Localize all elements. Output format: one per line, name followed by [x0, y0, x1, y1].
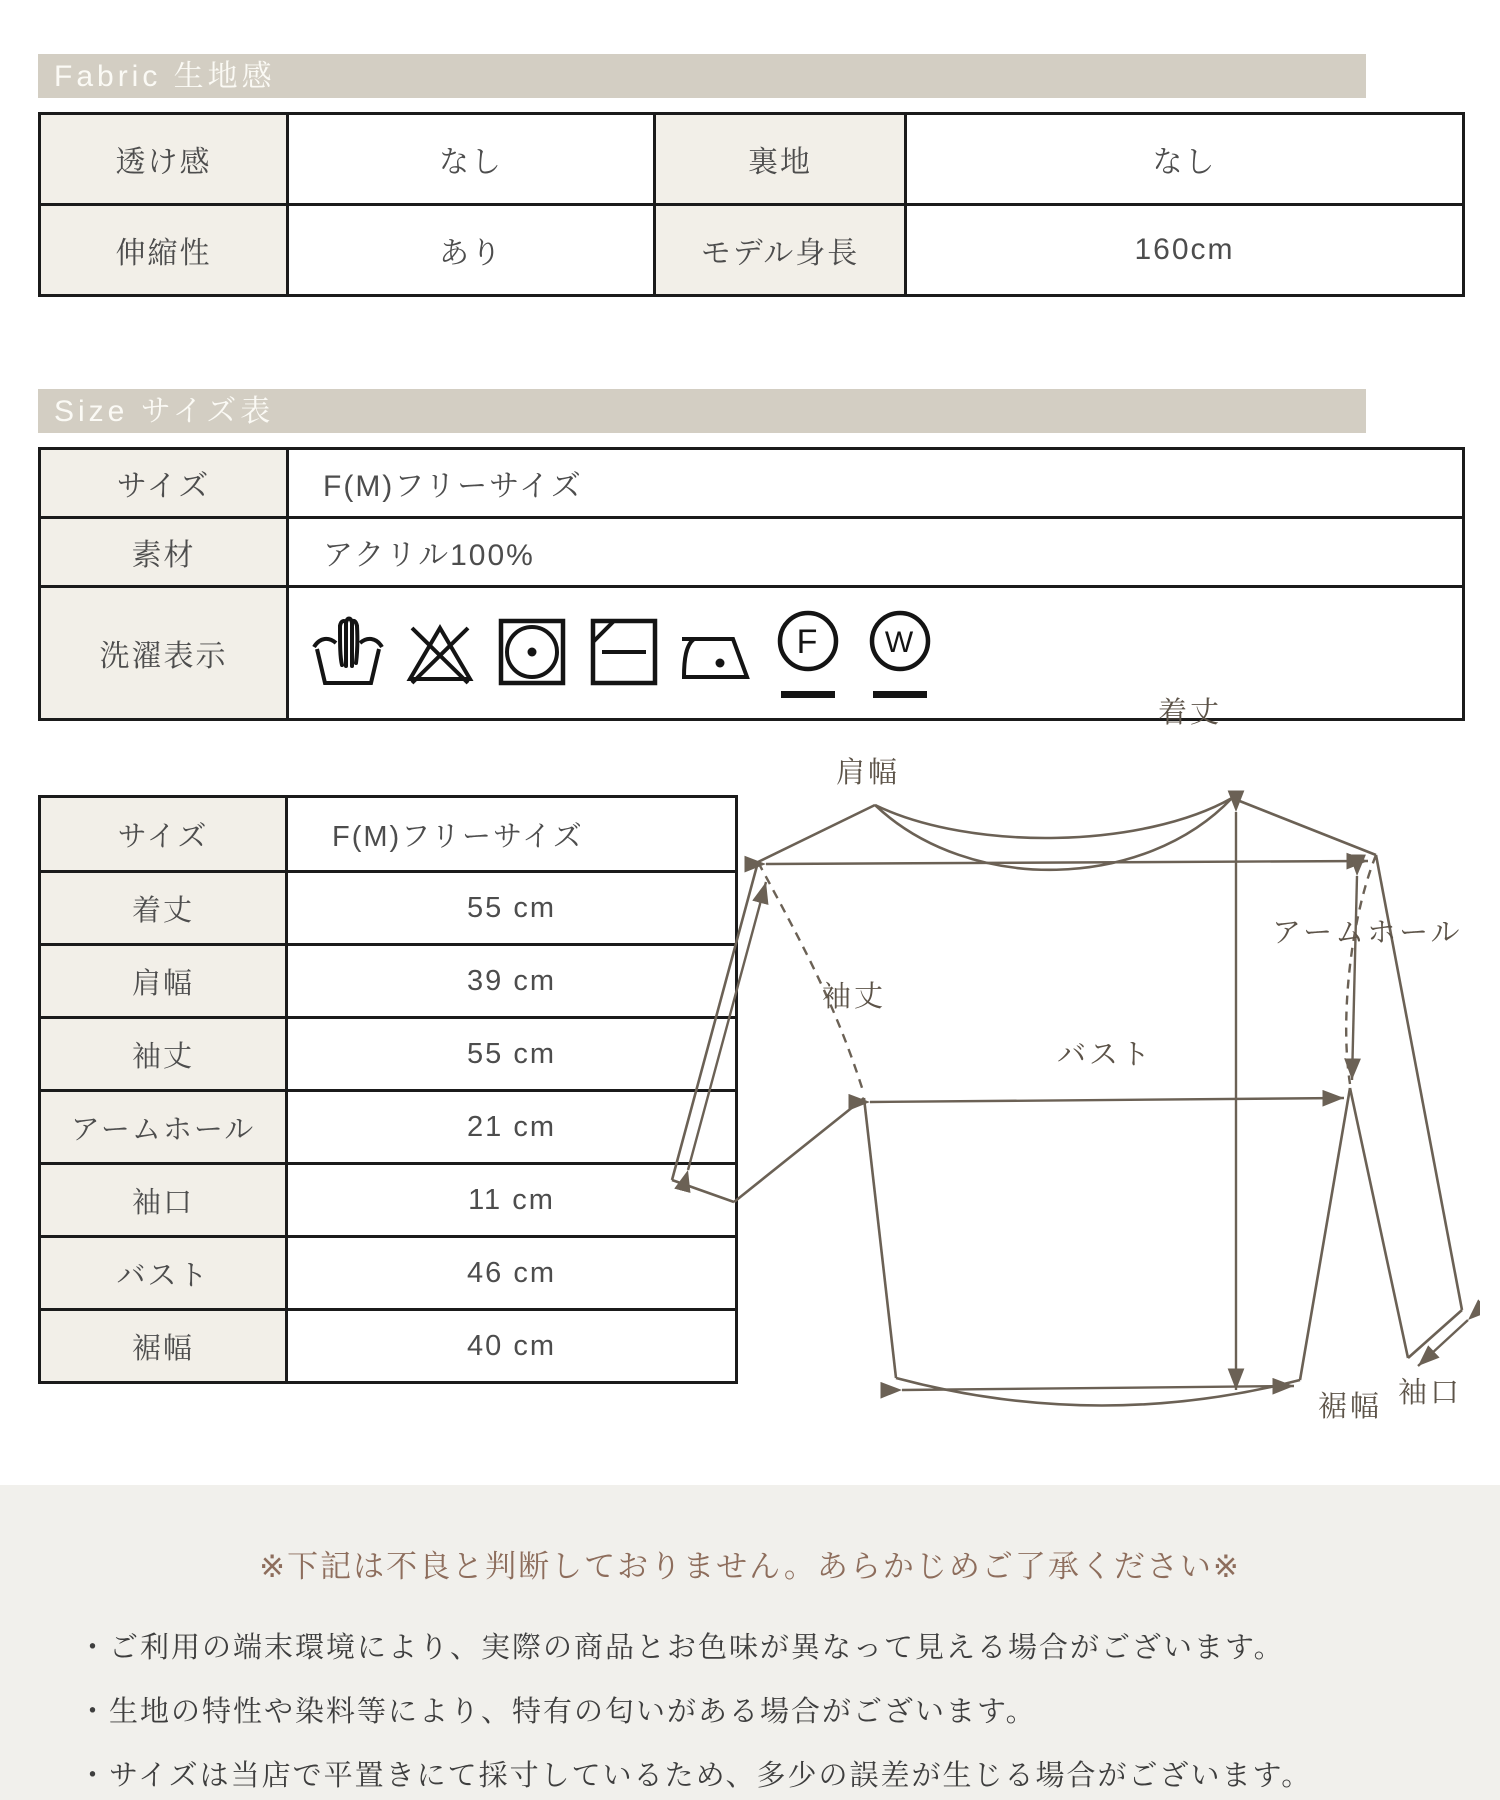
meas-label-armhole: アームホール — [40, 1091, 287, 1164]
fabric-label-model-height: モデル身長 — [655, 205, 906, 296]
armhole-dashed-left — [758, 862, 864, 1094]
sleeve-length-arrow — [688, 882, 766, 1170]
meas-label-sleeve: 袖丈 — [40, 1018, 287, 1091]
size-value: F(M)フリーサイズ — [288, 449, 1464, 518]
meas-label-cuff: 袖口 — [40, 1164, 287, 1237]
meas-value-cuff: 11 cm — [287, 1164, 737, 1237]
armhole-arrow — [1352, 876, 1357, 1080]
table-row — [40, 518, 1464, 587]
fabric-table — [38, 112, 1465, 297]
meas-value-hem: 40 cm — [287, 1310, 737, 1383]
meas-label-shoulder: 肩幅 — [40, 945, 287, 1018]
notes-item: ・生地の特性や染料等により、特有の匂いがある場合がございます。 — [78, 1696, 1037, 1728]
wet-clean-letter: W — [884, 626, 916, 659]
sleeve-right-inner — [1350, 1088, 1408, 1358]
notes-heading: ※下記は不良と判断しておりません。あらかじめご了承ください※ — [259, 1549, 1241, 1584]
size-label: サイズ — [40, 449, 288, 518]
meas-header-value: F(M)フリーサイズ — [287, 797, 737, 872]
tumble-dry-low-icon — [493, 611, 571, 695]
dry-clean-petroleum-icon — [769, 603, 847, 703]
body-side-left — [864, 1098, 896, 1378]
meas-label-bust: バスト — [40, 1237, 287, 1310]
iron-low-icon — [677, 611, 755, 695]
hem-curve — [896, 1378, 1300, 1406]
armhole-dashed-right — [1346, 855, 1376, 1084]
dry-flat-in-shade-icon — [585, 611, 663, 695]
wet-clean-icon — [861, 603, 939, 703]
meas-header-label: サイズ — [40, 797, 287, 872]
table-row — [40, 797, 737, 872]
meas-label-hem: 裾幅 — [40, 1310, 287, 1383]
shoulder-left — [758, 805, 875, 862]
fabric-value-lining: なし — [906, 114, 1464, 205]
table-row — [40, 945, 737, 1018]
notes-item: ・サイズは当店で平置きにて採寸しているため、多少の誤差が生じる場合がございます。 — [78, 1760, 1313, 1792]
fabric-value-model-height: 160cm — [906, 205, 1464, 296]
garment-measurement-diagram — [650, 690, 1480, 1420]
meas-value-sleeve: 55 cm — [287, 1018, 737, 1091]
hand-wash-icon — [309, 611, 387, 695]
cuff-label: 袖口 — [1398, 1377, 1463, 1409]
measurements-table — [38, 795, 738, 1384]
notes-section — [0, 1485, 1500, 1800]
notes-item: ・ご利用の端末環境により、実際の商品とお色味が異なって見える場合がございます。 — [78, 1632, 1285, 1664]
material-label: 素材 — [40, 518, 288, 587]
meas-value-armhole: 21 cm — [287, 1091, 737, 1164]
fabric-section-header: Fabric 生地感 — [38, 54, 1366, 98]
meas-label-length: 着丈 — [40, 872, 287, 945]
bust-arrow — [870, 1098, 1344, 1102]
material-value: アクリル100% — [288, 518, 1464, 587]
table-row — [40, 1091, 737, 1164]
table-row — [40, 449, 1464, 518]
meas-value-length: 55 cm — [287, 872, 737, 945]
table-row — [40, 872, 737, 945]
shoulder-width-arrow — [766, 861, 1368, 864]
fabric-value-stretch: あり — [288, 205, 655, 296]
sleeve-left-outer — [672, 862, 758, 1180]
body-side-right — [1300, 1088, 1350, 1380]
shoulder-label: 肩幅 — [835, 757, 901, 789]
do-not-bleach-icon — [401, 611, 479, 695]
armhole-label: アームホール — [1272, 917, 1463, 949]
size-section-header: Size サイズ表 — [38, 389, 1366, 433]
meas-value-shoulder: 39 cm — [287, 945, 737, 1018]
fabric-label-sheerness: 透け感 — [40, 114, 288, 205]
dry-clean-letter: F — [796, 623, 820, 661]
notes-list — [78, 1616, 1500, 1800]
meas-value-bust: 46 cm — [287, 1237, 737, 1310]
neckline-inner — [875, 798, 1232, 838]
table-row — [40, 1018, 737, 1091]
table-row — [40, 1237, 737, 1310]
care-label: 洗濯表示 — [40, 587, 288, 720]
neckline-outer — [875, 798, 1232, 870]
length-label: 着丈 — [1157, 697, 1223, 729]
fabric-label-lining: 裏地 — [655, 114, 906, 205]
fabric-value-sheerness: なし — [288, 114, 655, 205]
bust-label: バスト — [1056, 1039, 1154, 1071]
table-row — [40, 1164, 737, 1237]
sleeve-left-inner — [734, 1098, 864, 1202]
size-info-table — [38, 447, 1465, 721]
hem-label: 裾幅 — [1318, 1391, 1383, 1420]
cuff-left — [672, 1180, 734, 1202]
fabric-label-stretch: 伸縮性 — [40, 205, 288, 296]
sleeve-label: 袖丈 — [822, 981, 887, 1013]
shoulder-right — [1232, 798, 1376, 855]
table-row — [40, 205, 1464, 296]
table-row — [40, 1310, 737, 1383]
table-row — [40, 114, 1464, 205]
